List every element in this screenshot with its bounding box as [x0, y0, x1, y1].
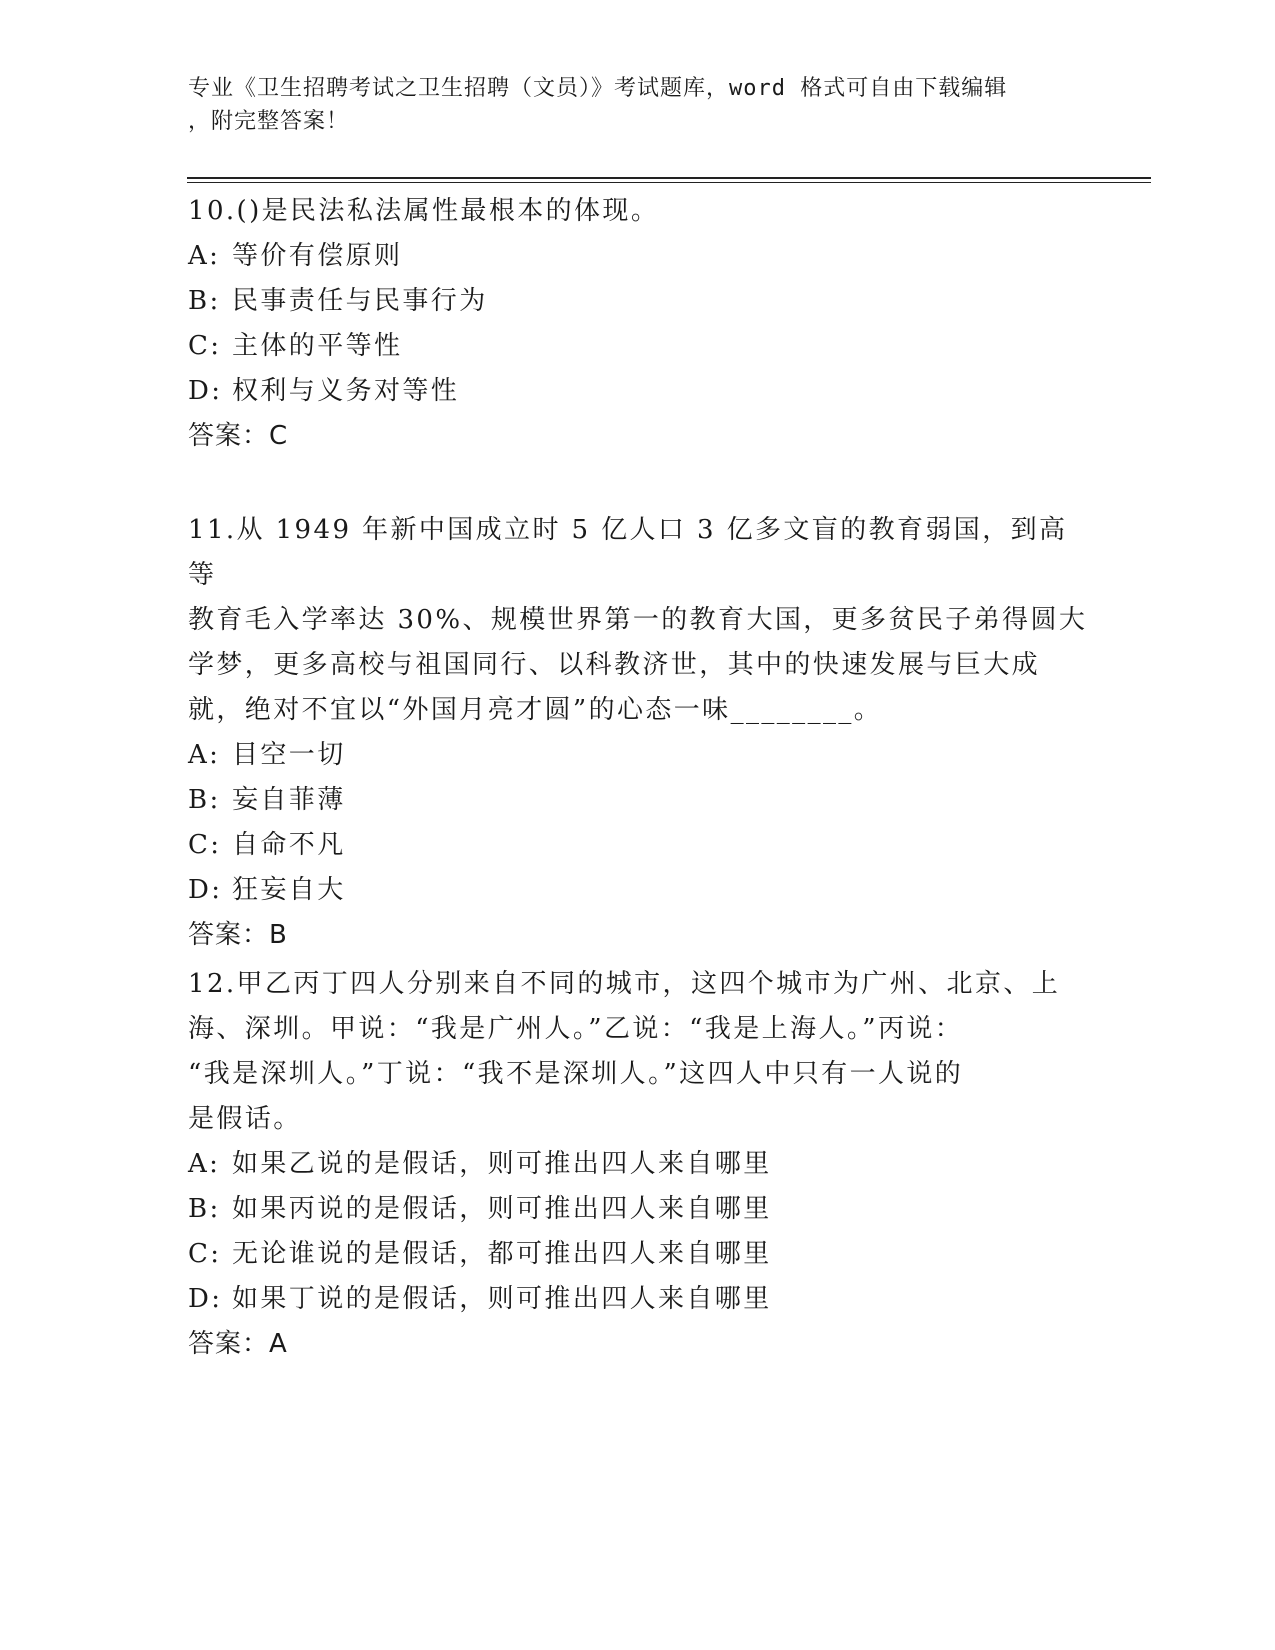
question-stem-line: 是假话。 — [188, 1104, 302, 1134]
option-letter: A: — [188, 241, 221, 271]
question-stem-line: 教育毛入学率达 30%、规模世界第一的教育大国，更多贫民子弟得圆大 — [188, 605, 1088, 635]
question-stem-line: 海、深圳。甲说：“我是广州人。”乙说：“我是上海人。”丙说： — [188, 1014, 964, 1044]
question-12 — [188, 962, 1088, 1367]
option-text: 目空一切 — [232, 740, 346, 770]
question-stem-line: “我是深圳人。”丁说：“我不是深圳人。”这四人中只有一人说的 — [188, 1059, 964, 1089]
question-stem-line: 就，绝对不宜以“外国月亮才圆”的心态一味________。 — [188, 695, 883, 725]
question-10 — [188, 189, 1088, 459]
option-b — [188, 1187, 1088, 1232]
option-text: 如果乙说的是假话，则可推出四人来自哪里 — [232, 1149, 772, 1179]
option-letter: B: — [188, 1194, 221, 1224]
option-text: 权利与义务对等性 — [232, 376, 460, 406]
option-letter: D: — [188, 1284, 223, 1314]
header-divider-thick — [187, 177, 1151, 179]
answer-line: 答案：A — [188, 1329, 288, 1359]
option-letter: C: — [188, 1239, 222, 1269]
answer-line: 答案：C — [188, 421, 289, 451]
answer-line: 答案：B — [188, 920, 288, 950]
option-text: 如果丁说的是假话，则可推出四人来自哪里 — [232, 1284, 772, 1314]
option-a — [188, 733, 1088, 778]
option-a — [188, 234, 1088, 279]
option-c — [188, 1232, 1088, 1277]
question-stem: 10.()是民法私法属性最根本的体现。 — [188, 196, 660, 226]
question-stem-line: 12.甲乙丙丁四人分别来自不同的城市，这四个城市为广州、北京、上 — [188, 969, 1061, 999]
option-b — [188, 279, 1088, 324]
header-divider-thin — [187, 182, 1151, 183]
option-letter: B: — [188, 785, 221, 815]
option-letter: A: — [188, 740, 221, 770]
option-letter: D: — [188, 376, 223, 406]
option-c — [188, 324, 1088, 369]
document-header — [188, 72, 1068, 138]
option-text: 妄自菲薄 — [232, 785, 346, 815]
option-text: 等价有偿原则 — [232, 241, 403, 271]
option-letter: D: — [188, 875, 223, 905]
question-stem-line: 11.从 1949 年新中国成立时 5 亿人口 3 亿多文盲的教育弱国，到高等 — [188, 515, 1068, 590]
header-line-1: 专业《卫生招聘考试之卫生招聘（文员）》考试题库，word 格式可自由下载编辑 — [188, 76, 1008, 101]
option-c — [188, 823, 1088, 868]
question-11 — [188, 508, 1088, 958]
option-letter: B: — [188, 286, 221, 316]
header-line-2: ，附完整答案！ — [188, 109, 350, 134]
option-a — [188, 1142, 1088, 1187]
option-letter: A: — [188, 1149, 221, 1179]
option-letter: C: — [188, 830, 222, 860]
option-text: 狂妄自大 — [232, 875, 346, 905]
question-stem-line: 学梦，更多高校与祖国同行、以科教济世，其中的快速发展与巨大成 — [188, 650, 1041, 680]
option-text: 主体的平等性 — [232, 331, 403, 361]
option-text: 自命不凡 — [232, 830, 346, 860]
option-text: 民事责任与民事行为 — [232, 286, 488, 316]
option-text: 如果丙说的是假话，则可推出四人来自哪里 — [232, 1194, 772, 1224]
option-b — [188, 778, 1088, 823]
option-text: 无论谁说的是假话，都可推出四人来自哪里 — [232, 1239, 772, 1269]
option-d — [188, 369, 1088, 414]
option-letter: C: — [188, 331, 222, 361]
option-d — [188, 868, 1088, 913]
option-d — [188, 1277, 1088, 1322]
